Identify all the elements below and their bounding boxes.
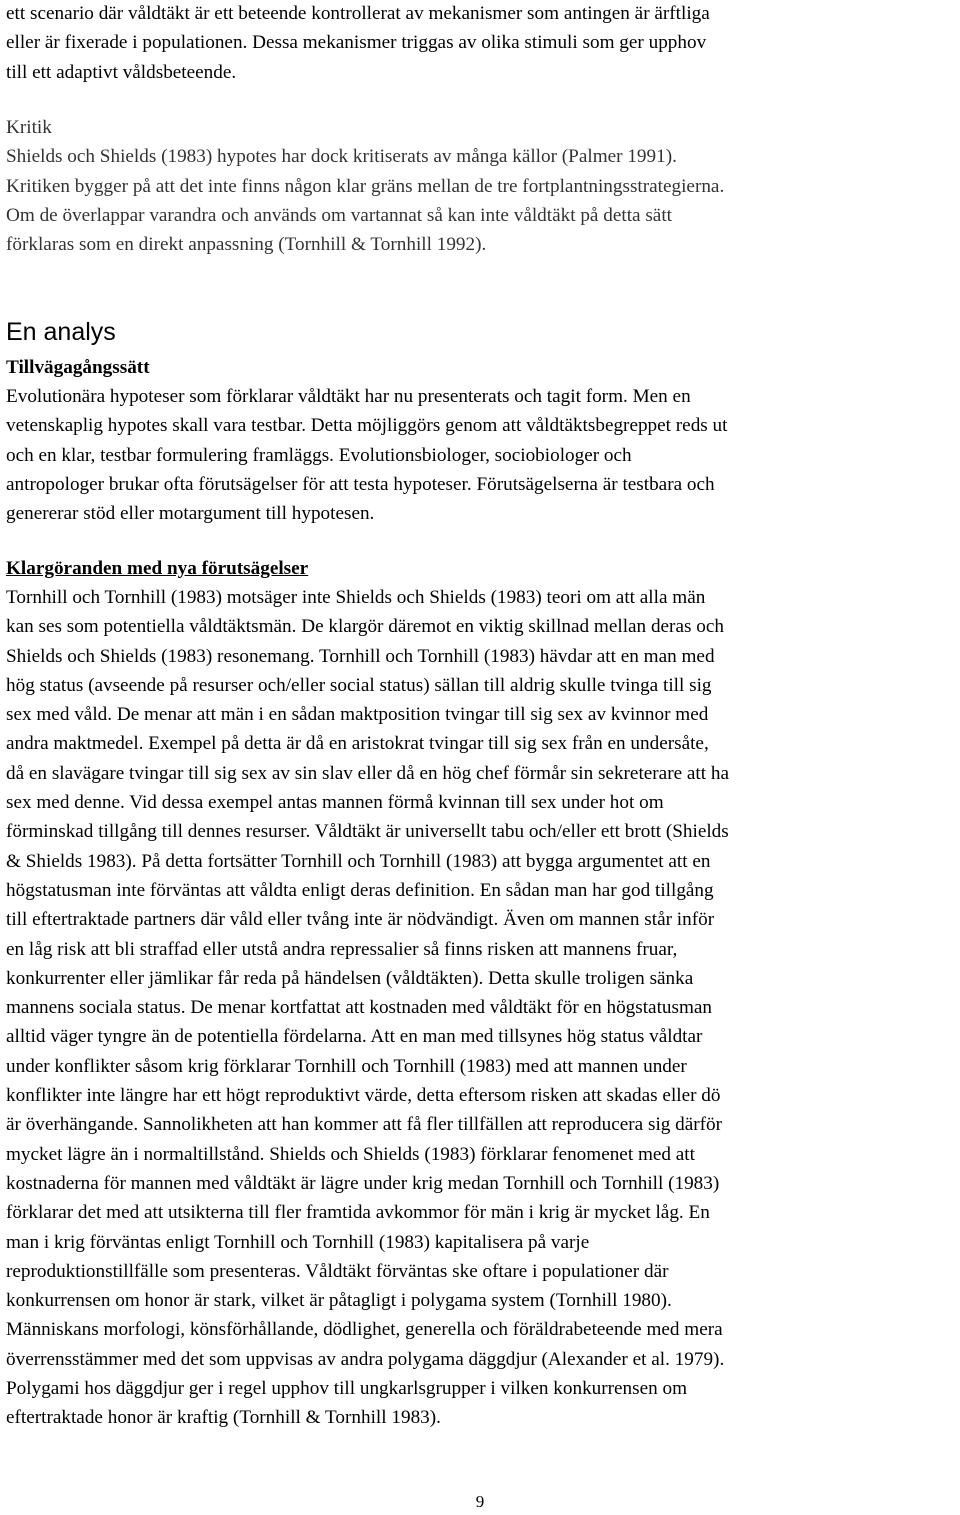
page-number: 9 [475,1492,485,1511]
text-line: Shields och Shields (1983) hypotes har dock kritiserats av många källor (Palmer 1991). [6,146,677,168]
text-line: Om de överlappar varandra och används om vartannat så kan inte våldtäkt på detta sätt [6,204,672,226]
text-line: ett scenario där våldtäkt är ett beteende kontrollerat av mekanismer som antingen är ärftliga [6,3,710,24]
text-line: Tornhill och Tornhill (1983) motsäger inte Shields och Shields (1983) teori om att alla män [6,587,706,608]
text-line: konkurrensen om honor är stark, vilket är påtagligt i polygama system (Tornhill 1980). [6,1290,672,1312]
text-line: är överhängande. Sannolikheten att han kommer att få fler tillfällen att reproducera sig därför [6,1114,723,1136]
text-line: Shields och Shields (1983) resonemang. Tornhill och Tornhill (1983) hävdar att en man med [6,645,715,667]
section-heading-klargoranden: Klargöranden med nya förutsägelser [6,558,309,579]
text-line: antropologer brukar ofta förutsägelser för att testa hypoteser. Förutsägelserna är testbara och [6,473,715,495]
text-line: konkurrenter eller jämlikar får reda på händelsen (våldtäkten). Detta skulle troligen sänka [6,967,694,989]
text-line: förklaras som en direkt anpassning (Tornhill & Tornhill 1992). [6,234,487,256]
text-line: förminskad tillgång till dennes resurser. Våldtäkt är universellt tabu och/eller ett brott (Shields [6,821,729,843]
analys-paragraph [6,382,960,528]
text-line: och en klar, testbar formulering framläggs. Evolutionsbiologer, sociobiologer och [6,444,632,466]
text-line: till ett adaptivt våldsbeteende. [6,61,237,83]
section-heading-kritik: Kritik [6,117,52,138]
text-line: högstatusman inte förväntas att våldta enligt deras definition. En sådan man har god tillgång [6,879,714,901]
intro-paragraph [6,0,960,87]
text-line: genererar stöd eller motargument till hypotesen. [6,503,375,525]
text-line: mycket lägre än i normaltillstånd. Shields och Shields (1983) förklarar fenomenet med att [6,1143,695,1165]
text-line: vetenskaplig hypotes skall vara testbar. Detta möjliggörs genom att våldtäktsbegreppet reds ut [6,415,728,437]
text-line: konflikter inte längre har ett högt reproduktivt värde, detta eftersom risken att skadas eller dö [6,1085,721,1107]
text-line: förklarar det med att utsikterna till fler framtida avkommor för män i krig är mycket låg. En [6,1202,710,1224]
text-line: sex med denne. Vid dessa exempel antas mannen förmå kvinnan till sex under hot om [6,792,664,814]
text-line: under konflikter såsom krig förklarar Tornhill och Tornhill (1983) med att mannen under [6,1055,687,1077]
text-line: andra maktmedel. Exempel på detta är då en aristokrat tvingar till sig sex från en undersåte, [6,733,709,755]
text-line: reproduktionstillfälle som presenteras. Våldtäkt förväntas ske oftare i populationer där [6,1260,669,1282]
text-line: eller är fixerade i populationen. Dessa mekanismer triggas av olika stimuli som ger upphov [6,32,707,54]
text-line: Polygami hos däggdjur ger i regel upphov till ungkarlsgrupper i vilken konkurrensen om [6,1378,688,1400]
text-line: alltid väger tyngre än de potentiella fördelarna. Att en man med tillsynes hög status våldtar [6,1026,703,1048]
klargoranden-paragraph [6,583,960,1433]
text-line: Kritiken bygger på att det inte finns någon klar gräns mellan de tre fortplantningsstrategierna. [6,175,725,197]
text-line: mannens sociala status. De menar kortfattat att kostnaden med våldtäkt för en högstatusman [6,997,713,1019]
text-line: Människans morfologi, könsförhållande, dödlighet, generella och föräldrabeteende med mera [6,1319,723,1341]
text-line: man i krig förväntas enligt Tornhill och Tornhill (1983) kapitalisera på varje [6,1231,590,1253]
text-line: en låg risk att bli straffad eller utstå andra repressalier så finns risken att mannens fruar, [6,938,678,960]
subheading-tillvagagangssatt: Tillvägagångssätt [6,357,150,378]
text-line: & Shields 1983). På detta fortsätter Tornhill och Tornhill (1983) att bygga argumentet att en [6,850,711,872]
text-line: Evolutionära hypoteser som förklarar våldtäkt har nu presenterats och tagit form. Men en [6,386,691,407]
text-line: sex med våld. De menar att män i en sådan maktposition tvingar till sig sex av kvinnor med [6,704,709,726]
text-line: eftertraktade honor är kraftig (Tornhill & Tornhill 1983). [6,1407,441,1429]
text-line: överrensstämmer med det som uppvisas av andra polygama däggdjur (Alexander et al. 1979). [6,1348,725,1370]
text-line: hög status (avseende på resurser och/eller social status) sällan till aldrig skulle tvinga till sig [6,674,712,696]
text-line: kostnaderna för mannen med våldtäkt är lägre under krig medan Tornhill och Tornhill (1983) [6,1172,720,1194]
section-heading-en-analys: En analys [6,318,116,346]
text-line: kan ses som potentiella våldtäktsmän. De klargör däremot en viktig skillnad mellan deras och [6,616,724,638]
kritik-section [6,113,960,259]
text-line: till eftertraktade partners där våld eller tvång inte är nödvändigt. Även om mannen står inför [6,909,715,931]
text-line: då en slavägare tvingar till sig sex av sin slav eller då en hög chef förmår sin sekreterare att ha [6,762,729,784]
